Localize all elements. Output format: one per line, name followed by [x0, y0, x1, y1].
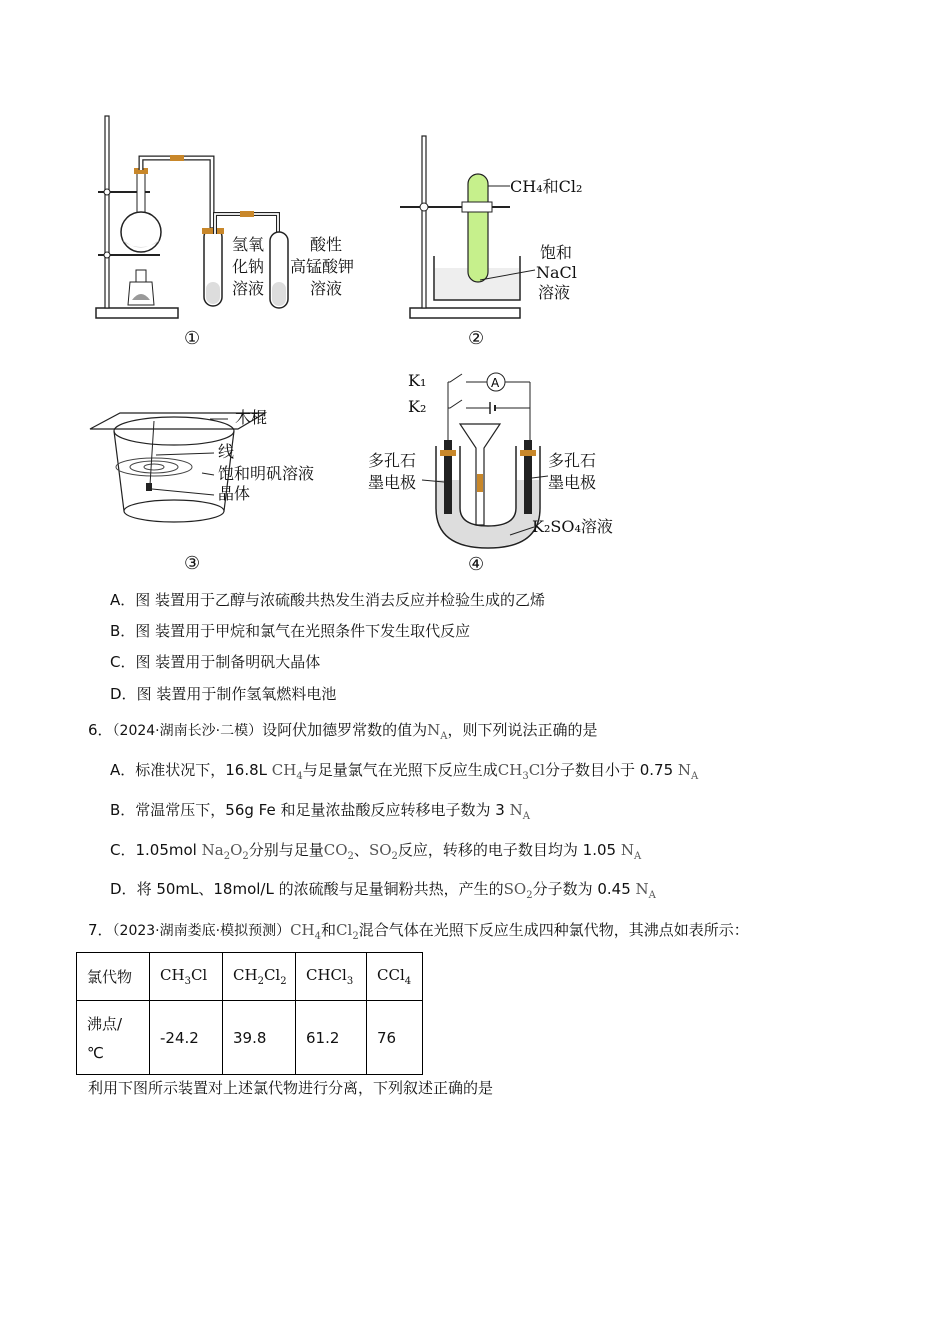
left-electrode-label-line2: 墨电极: [368, 473, 417, 492]
q5-option-d: [110, 684, 336, 704]
question-source: （2024·湖南长沙·二模）: [112, 723, 263, 739]
right-electrode-label-line2: 墨电极: [548, 473, 597, 492]
stem-text: 混合气体在光照下反应生成四种氯代物，其沸点如表所示：: [358, 921, 749, 939]
alum-solution-label: 饱和明矾溶液: [218, 464, 315, 483]
bp-ch3cl: -24.2: [150, 1001, 223, 1075]
figure-4-fuel-cell-apparatus: [368, 370, 640, 575]
gas-mixture-label: CH₄和Cl₂: [510, 177, 583, 196]
question-number: 6．: [88, 721, 113, 739]
q5-option-c: [110, 652, 320, 672]
left-electrode-label-line1: 多孔石: [368, 451, 417, 470]
option-text: 图 装置用于甲烷和氯气在光照条件下发生取代反应: [135, 622, 471, 640]
electrolyte-label: K₂SO₄溶液: [532, 517, 613, 536]
option-letter: C．: [110, 653, 136, 671]
naoh-label-line3: 溶液: [232, 279, 265, 298]
crystal-label: 晶体: [218, 484, 251, 503]
nacl-label-line2: NaCl: [536, 263, 577, 282]
kmno4-label-line3: 溶液: [310, 279, 343, 298]
ammeter-label: A: [491, 376, 500, 390]
boiling-point-label-cell: 沸点/ ℃: [77, 1001, 150, 1075]
table-row: [77, 953, 423, 1001]
table-header-cell: 氯代物: [77, 953, 150, 1001]
bp-ch2cl2: 39.8: [223, 1001, 296, 1075]
boiling-point-table: [76, 952, 423, 1075]
figure-4-caption: ④: [468, 554, 485, 575]
compound-ch2cl2: $CH_2Cl_2$: [223, 953, 296, 1001]
compound-chcl3: CHCl$_3$: [296, 953, 367, 1001]
q6-option-c: C．1.05mol $Na_2O_2$分别与足量$CO_2$、$SO_2$反应，转移的电子数目均为 1.05 $N_A$: [110, 841, 642, 862]
k1-label: K₁: [408, 371, 427, 390]
bp-ccl4: 76: [367, 1001, 423, 1075]
question-source: （2023·湖南娄底·模拟预测）: [112, 923, 291, 939]
option-letter: D．: [110, 685, 137, 703]
stick-label: 木棍: [235, 408, 268, 427]
question-7-stem: 7．（2023·湖南娄底·模拟预测）$CH_4$和$Cl_2$混合气体在光照下反应生成四种氯代物，其沸点如表所示：: [88, 921, 749, 942]
compound-ccl4: CCl$_4$: [367, 953, 423, 1001]
figure-3-alum-crystal-apparatus: [90, 395, 370, 575]
q5-option-a: [110, 590, 545, 610]
q6-option-b: B．常温常压下，56g Fe 和足量浓盐酸反应转移电子数为 3 $N_A$: [110, 801, 530, 822]
nacl-label-line1: 饱和: [540, 243, 573, 262]
figure-2-light-substitution-apparatus: [400, 110, 620, 350]
figure-2-caption: ②: [468, 328, 485, 349]
option-text: 图 装置用于乙醇与浓硫酸共热发生消去反应并检验生成的乙烯: [135, 591, 546, 609]
q5-option-b: [110, 621, 470, 641]
question-7-follow-text: 利用下图所示装置对上述氯代物进行分离，下列叙述正确的是: [88, 1079, 494, 1097]
question-6-stem: [88, 720, 597, 747]
table-row: [77, 1001, 423, 1075]
thread-label: 线: [218, 442, 235, 461]
q6-option-d: D．将 50mL、18mol/L 的浓硫酸与足量铜粉共热，产生的$SO_2$分子数为 0.45 $N_A$: [110, 880, 656, 901]
nacl-label-line3: 溶液: [538, 283, 571, 302]
option-letter: A．: [110, 591, 136, 609]
naoh-label-line2: 化钠: [232, 257, 265, 276]
option-text: 图 装置用于制作氢氧燃料电池: [136, 685, 337, 703]
stem-text: ，则下列说法正确的是: [447, 721, 598, 739]
option-text: 图 装置用于制备明矾大晶体: [135, 653, 321, 671]
stem-text: 设阿伏加德罗常数的值为: [262, 721, 428, 739]
figure-3-caption: ③: [184, 553, 201, 574]
kmno4-label-line2: 高锰酸钾: [290, 257, 355, 276]
question-number: 7．: [88, 921, 113, 939]
figure-1-distillation-apparatus: [90, 110, 370, 350]
right-electrode-label-line1: 多孔石: [548, 451, 597, 470]
compound-ch3cl: $CH_3Cl$: [150, 953, 223, 1001]
naoh-label-line1: 氢氧: [232, 235, 265, 254]
figure-1-caption: ①: [184, 328, 201, 349]
q6-option-a: A．标准状况下，16.8L $CH_4$与足量氯气在光照下反应生成$CH_3Cl$分子数目小于 0.75 $N_A$: [110, 761, 699, 782]
k2-label: K₂: [408, 397, 427, 416]
option-letter: B．: [110, 622, 136, 640]
kmno4-label-line1: 酸性: [310, 235, 343, 254]
bp-chcl3: 61.2: [296, 1001, 367, 1075]
na-symbol: $N_A$: [427, 721, 448, 742]
